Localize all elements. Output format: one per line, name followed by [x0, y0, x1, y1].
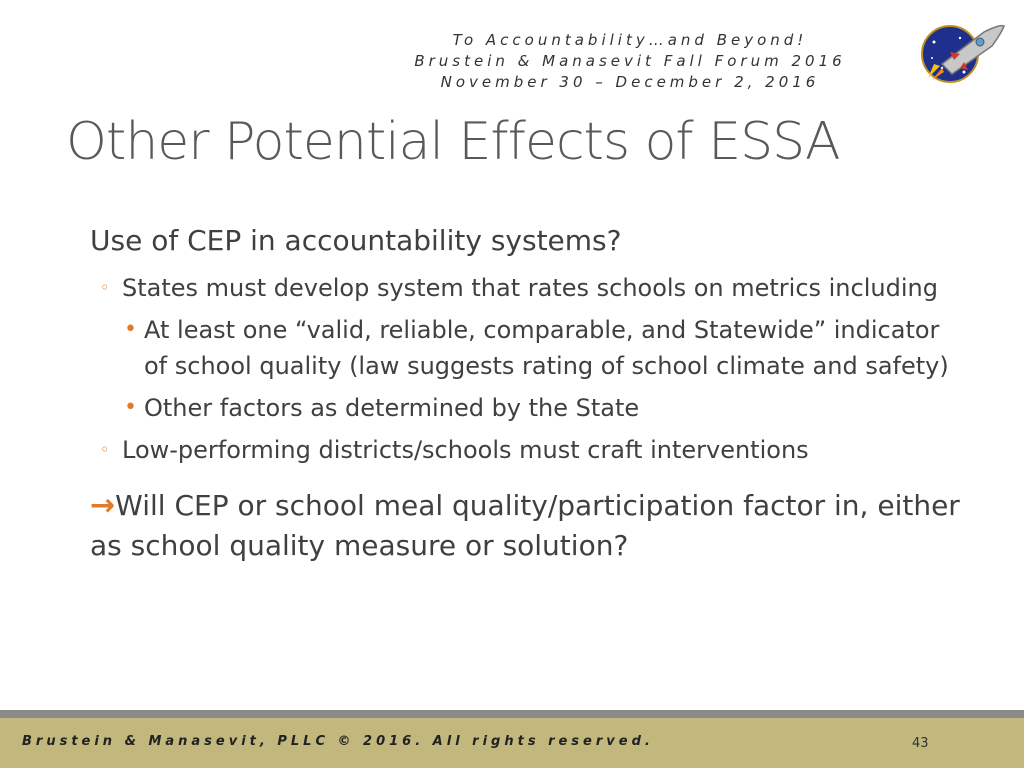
right-arrow-icon: → — [90, 488, 116, 523]
sub-bullet-school-quality — [124, 312, 960, 384]
conclusion-question — [90, 486, 960, 566]
slide-title: Other Potential Effects of ESSA — [66, 112, 840, 172]
rocket-icon — [920, 20, 1008, 84]
dot-bullet-icon: • — [124, 317, 137, 342]
header-line-3: November 30 – December 2, 2016 — [440, 73, 820, 91]
header-line-1: To Accountability…and Beyond! — [452, 31, 808, 49]
conclusion-text: Will CEP or school meal quality/participation factor in, either as school quality measure or solution? — [90, 489, 960, 562]
footer-copyright: Brustein & Manasevit, PLLC © 2016. All rights reserved. — [22, 734, 654, 749]
footer-rule — [0, 710, 1024, 718]
bullet-states-must-develop — [100, 270, 960, 306]
sub-bullet-other-factors — [124, 390, 960, 426]
heading-bullet: Use of CEP in accountability systems? — [90, 224, 622, 257]
slide-content — [90, 222, 960, 566]
conference-header — [380, 30, 880, 93]
dot-bullet-icon: • — [124, 395, 137, 420]
header-line-2: Brustein & Manasevit Fall Forum 2016 — [414, 52, 846, 70]
bullet-low-performing — [100, 432, 960, 468]
sub-bullet-text: At least one “valid, reliable, comparable, and Statewide” indicator of school quality (law suggests rating of school climate and safety) — [144, 316, 949, 380]
page-number: 43 — [912, 736, 929, 751]
bullet-text: States must develop system that rates schools on metrics including — [122, 274, 938, 302]
hollow-bullet-icon: ◦ — [100, 440, 110, 459]
sub-bullet-text: Other factors as determined by the State — [144, 394, 640, 422]
hollow-bullet-icon: ◦ — [100, 278, 110, 297]
bullet-text: Low-performing districts/schools must craft interventions — [122, 436, 809, 464]
